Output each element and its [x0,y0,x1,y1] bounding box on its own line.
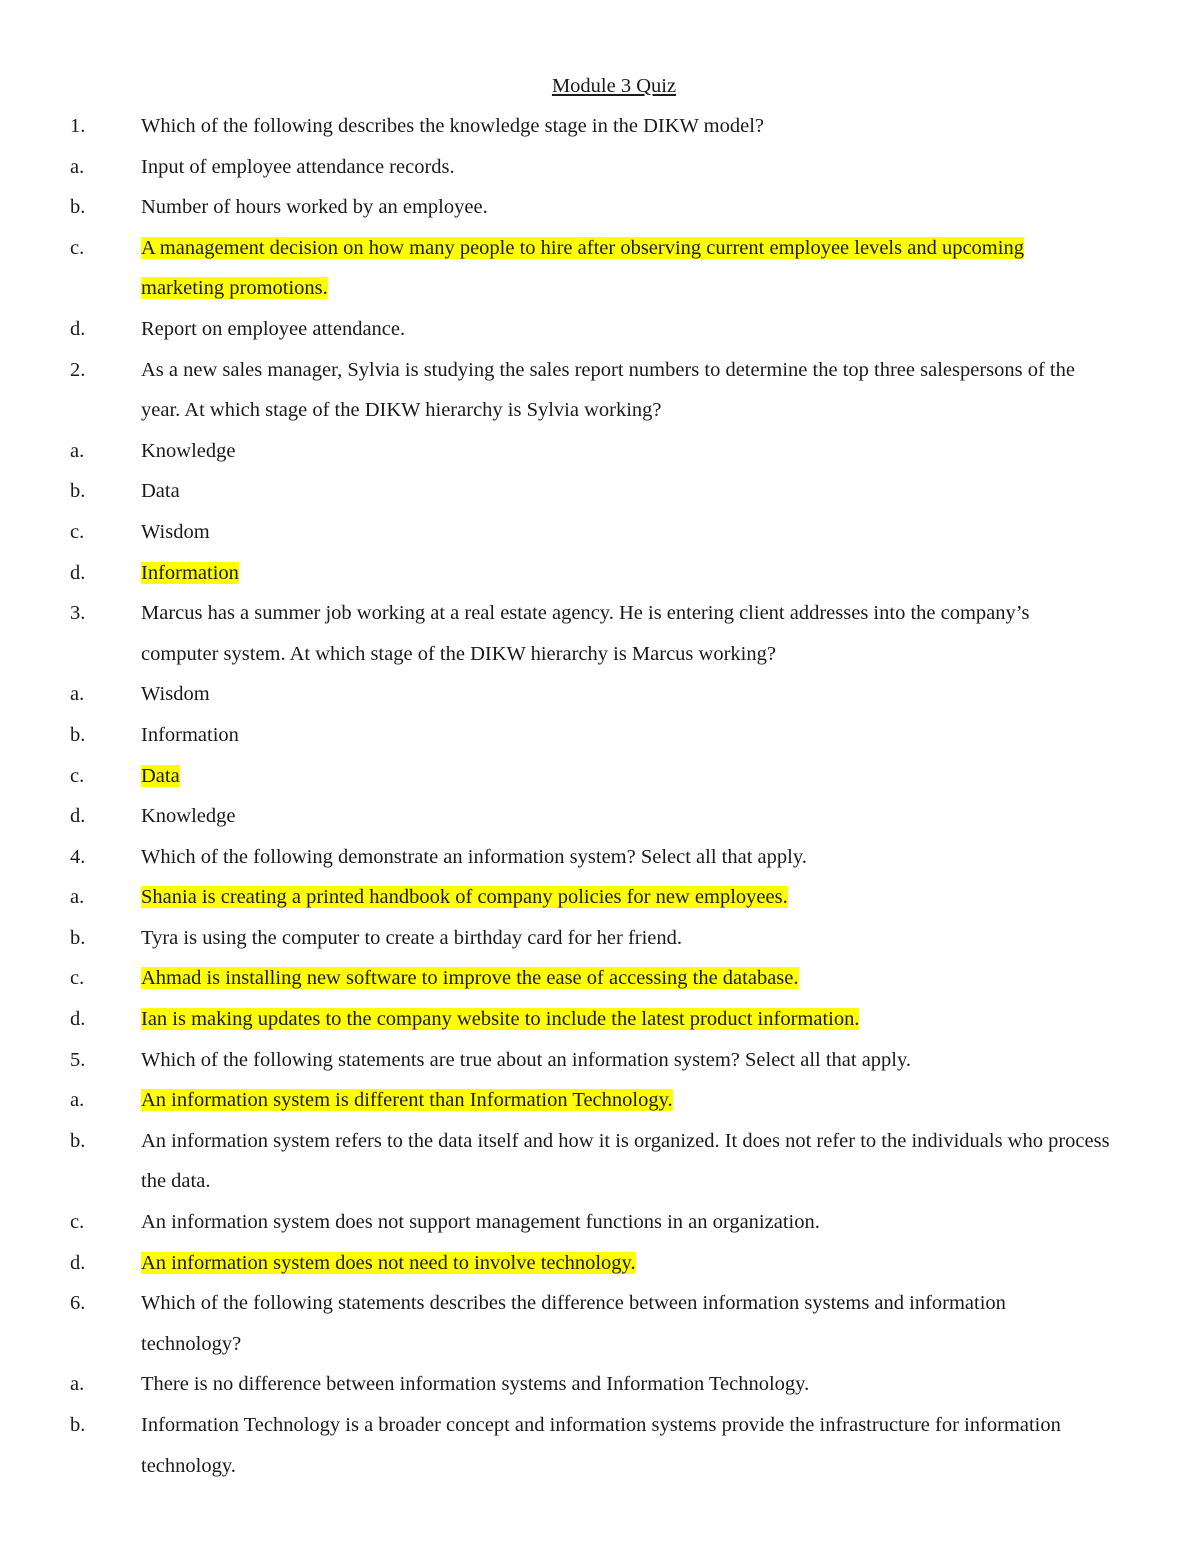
option-letter: c. [70,1211,85,1234]
option-letter: b. [70,723,86,746]
quiz-content [70,66,1110,1486]
option-letter: b. [70,1129,86,1152]
option-text: Knowledge [141,439,236,462]
option-letter: b. [70,196,86,219]
question-6 [70,1283,1110,1364]
option-letter: a. [70,683,85,706]
option-text: Knowledge [141,805,236,828]
question-1 [70,106,1110,147]
answer-option [70,756,1110,797]
answer-option [70,431,1110,472]
answer-option [70,553,1110,594]
answer-option [70,715,1110,756]
answer-option [70,147,1110,188]
question-text: Which of the following demonstrate an information system? Select all that apply. [141,845,807,868]
option-letter: c. [70,520,85,543]
quiz-title: Module 3 Quiz [551,75,677,97]
option-letter: c. [70,236,85,259]
option-letter: d. [70,561,86,584]
option-letter: a. [70,439,85,462]
option-letter: c. [70,967,85,990]
option-text: Tyra is using the computer to create a birthday card for her friend. [141,926,683,949]
question-number: 5. [70,1048,86,1071]
question-text: Marcus has a summer job working at a real estate agency. He is entering client addresses into the company’s computer system. At which stage of the DIKW hierarchy is Marcus working? [141,602,1030,665]
option-letter: d. [70,805,86,828]
highlighted-answer-text: A management decision on how many people to hire after observing current employee levels and upcoming marketing promotions. [141,236,1024,300]
answer-option [70,877,1110,918]
option-letter: d. [70,1008,86,1031]
answer-option [70,1364,1110,1405]
option-letter: b. [70,1414,86,1436]
answer-option [70,674,1110,715]
question-number: 6. [70,1292,86,1315]
answer-option [70,918,1110,959]
option-text: Wisdom [141,520,210,543]
question-3 [70,593,1110,674]
question-2 [70,350,1110,431]
question-number: 1. [70,115,86,137]
answer-option [70,958,1110,999]
answer-option [70,309,1110,350]
answer-option [70,1243,1110,1284]
question-number: 3. [70,602,86,625]
answer-option [70,1121,1110,1202]
option-text: An information system refers to the data itself and how it is organized. It does not refer to the individuals who process the data. [141,1129,1110,1193]
answer-option [70,512,1110,553]
option-text: Report on employee attendance. [141,317,406,340]
option-text: Input of employee attendance records. [141,155,455,178]
answer-option [70,1405,1110,1486]
highlighted-answer-text: Data [141,764,180,787]
answer-option [70,1202,1110,1243]
highlighted-answer-text: Shania is creating a printed handbook of company policies for new employees. [141,886,788,909]
option-text: Information [141,723,239,746]
option-letter: a. [70,1089,85,1112]
question-text: Which of the following statements are true about an information system? Select all that apply. [141,1048,912,1071]
option-letter: d. [70,1251,86,1274]
highlighted-answer-text: An information system is different than Information Technology. [141,1089,673,1112]
quiz-body [70,106,1110,1486]
question-4 [70,837,1110,878]
answer-option [70,187,1110,228]
option-text: Number of hours worked by an employee. [141,196,488,219]
answer-option [70,1080,1110,1121]
highlighted-answer-text: Ahmad is installing new software to improve the ease of accessing the database. [141,967,799,990]
option-text: Data [141,480,180,503]
option-letter: b. [70,926,86,949]
question-number: 2. [70,358,86,381]
answer-option [70,796,1110,837]
option-text: There is no difference between information systems and Information Technology. [141,1373,810,1396]
question-text: Which of the following describes the knowledge stage in the DIKW model? [141,115,764,137]
highlighted-answer-text: Ian is making updates to the company website to include the latest product information. [141,1008,860,1031]
option-text: An information system does not support management functions in an organization. [141,1211,820,1234]
question-5 [70,1040,1110,1081]
option-text: Information Technology is a broader concept and information systems provide the infrastructure for information technology. [141,1414,1061,1477]
question-text: As a new sales manager, Sylvia is studying the sales report numbers to determine the top three salespersons of the year. At which stage of the DIKW hierarchy is Sylvia working? [141,358,1075,422]
question-number: 4. [70,845,86,868]
option-letter: a. [70,1373,85,1396]
highlighted-answer-text: An information system does not need to involve technology. [141,1251,636,1274]
answer-option [70,471,1110,512]
option-text: Wisdom [141,683,210,706]
option-letter: d. [70,317,86,340]
highlighted-answer-text: Information [141,561,239,584]
option-letter: c. [70,764,85,787]
question-text: Which of the following statements describes the difference between information systems and information technology? [141,1292,1006,1355]
option-letter: a. [70,155,85,178]
option-letter: a. [70,886,85,909]
answer-option [70,228,1110,309]
answer-option [70,999,1110,1040]
option-letter: b. [70,480,86,503]
